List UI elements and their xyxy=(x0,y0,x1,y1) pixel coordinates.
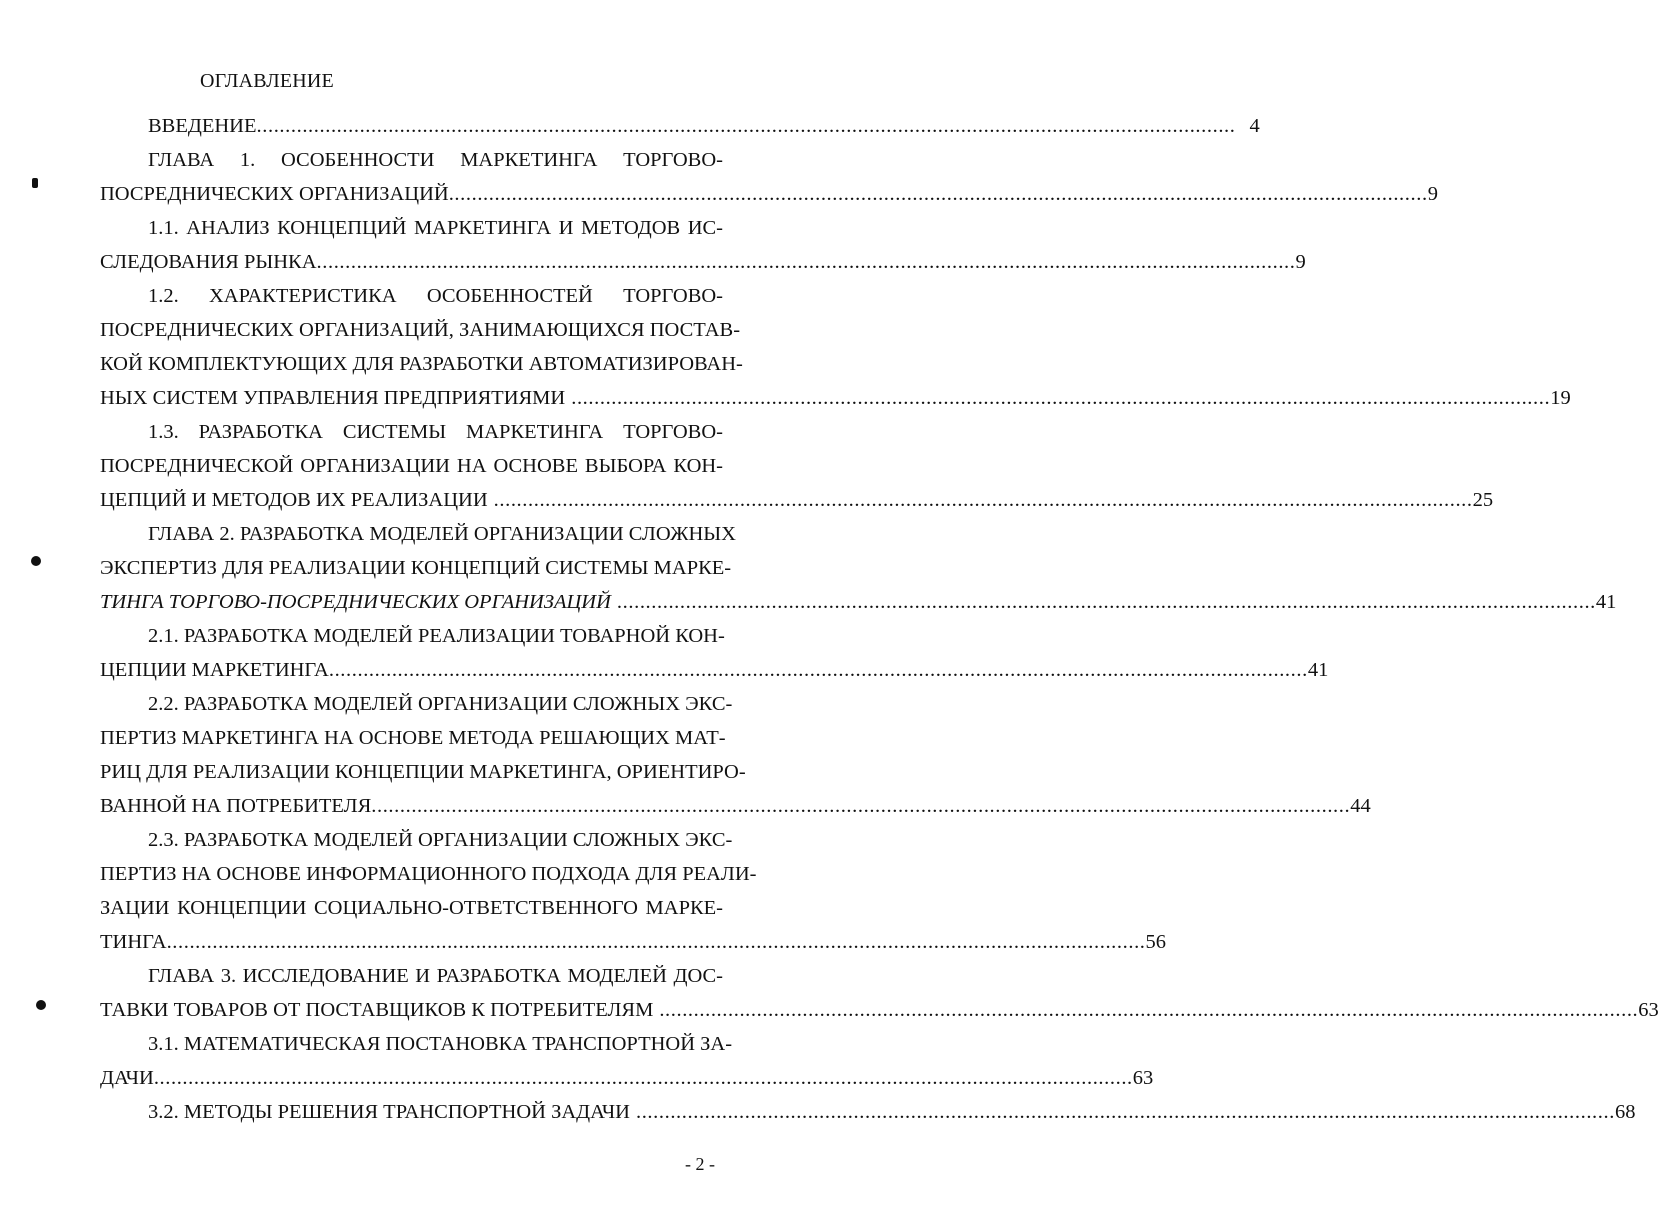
toc-entry-1-2-line4[interactable] xyxy=(100,386,1571,410)
toc-entry-text: СЛЕДОВАНИЯ РЫНКА xyxy=(100,251,317,273)
toc-page-number: 4 xyxy=(1249,115,1260,137)
toc-leader-dots: ........................................................................................................................................................................... xyxy=(635,1101,1615,1123)
toc-entry-1-2-line2[interactable]: ПОСРЕДНИЧЕСКИХ ОРГАНИЗАЦИЙ, ЗАНИМАЮЩИХСЯ ПОСТАВ- xyxy=(100,319,741,341)
page-number-footer: - 2 - xyxy=(685,1154,715,1174)
toc-page-number: 41 xyxy=(1595,591,1617,613)
toc-entry-2-3-line2[interactable]: ПЕРТИЗ НА ОСНОВЕ ИНФОРМАЦИОННОГО ПОДХОДА ДЛЯ РЕАЛИ- xyxy=(100,863,757,885)
toc-page-number: 56 xyxy=(1145,931,1167,953)
toc-entry-1-3-line3[interactable] xyxy=(100,488,1494,512)
binding-hole-mark xyxy=(36,1000,46,1010)
toc-entry-chapter1-line1[interactable]: ГЛАВА 1. ОСОБЕННОСТИ МАРКЕТИНГА ТОРГОВО- xyxy=(148,149,723,171)
toc-leader-dots: ........................................................................................................................................................................... xyxy=(166,931,1146,953)
toc-entry-1-1-line1[interactable]: 1.1. АНАЛИЗ КОНЦЕПЦИЙ МАРКЕТИНГА И МЕТОДОВ ИС- xyxy=(148,217,723,239)
toc-entry-2-3-line4[interactable] xyxy=(100,930,1167,954)
toc-entry-text: ТИНГА xyxy=(100,931,167,953)
toc-entry-text: ВАННОЙ НА ПОТРЕБИТЕЛЯ xyxy=(100,795,372,817)
toc-entry-2-2-line1[interactable]: 2.2. РАЗРАБОТКА МОДЕЛЕЙ ОРГАНИЗАЦИИ СЛОЖНЫХ ЭКС- xyxy=(148,693,733,715)
toc-entry-2-1-line1[interactable]: 2.1. РАЗРАБОТКА МОДЕЛЕЙ РЕАЛИЗАЦИИ ТОВАРНОЙ КОН- xyxy=(148,625,725,647)
toc-leader-dots: ........................................................................................................................................................................... xyxy=(256,115,1236,137)
toc-entry-3-1-line1[interactable]: 3.1. МАТЕМАТИЧЕСКАЯ ПОСТАНОВКА ТРАНСПОРТНОЙ ЗА- xyxy=(148,1033,733,1055)
toc-entry-text: НЫХ СИСТЕМ УПРАВЛЕНИЯ ПРЕДПРИЯТИЯМИ xyxy=(100,387,566,409)
toc-leader-dots: ........................................................................................................................................................................... xyxy=(659,999,1639,1021)
toc-page-number: 25 xyxy=(1472,489,1494,511)
toc-leader-dots: ........................................................................................................................................................................... xyxy=(371,795,1351,817)
toc-leader-dots: ........................................................................................................................................................................... xyxy=(571,387,1551,409)
toc-entry-chapter2-line1[interactable]: ГЛАВА 2. РАЗРАБОТКА МОДЕЛЕЙ ОРГАНИЗАЦИИ СЛОЖНЫХ xyxy=(148,523,736,545)
toc-entry-text: ТИНГА ТОРГОВО-ПОСРЕДНИЧЕСКИХ ОРГАНИЗАЦИЙ xyxy=(100,591,611,613)
toc-title: ОГЛАВЛЕНИЕ xyxy=(200,70,334,92)
toc-page-number: 41 xyxy=(1307,659,1329,681)
toc-entry-intro[interactable] xyxy=(148,114,1260,138)
toc-page-number: 9 xyxy=(1295,251,1306,273)
toc-entry-text: ДАЧИ xyxy=(100,1067,154,1089)
toc-entry-text: ЦЕПЦИИ МАРКЕТИНГА xyxy=(100,659,329,681)
toc-entry-text: ВВЕДЕНИЕ xyxy=(148,115,257,137)
toc-page-number: 44 xyxy=(1350,795,1371,817)
toc-entry-2-2-line3[interactable]: РИЦ ДЛЯ РЕАЛИЗАЦИИ КОНЦЕПЦИИ МАРКЕТИНГА, ОРИЕНТИРО- xyxy=(100,761,746,783)
toc-entry-chapter3-line1[interactable]: ГЛАВА 3. ИССЛЕДОВАНИЕ И РАЗРАБОТКА МОДЕЛЕЙ ДОС- xyxy=(148,965,723,987)
toc-entry-chapter1-line2[interactable] xyxy=(100,182,1438,206)
toc-entry-2-2-line4[interactable] xyxy=(100,794,1371,818)
binding-hole-mark xyxy=(31,556,41,566)
toc-entry-2-2-line2[interactable]: ПЕРТИЗ МАРКЕТИНГА НА ОСНОВЕ МЕТОДА РЕШАЮЩИХ МАТ- xyxy=(100,727,726,749)
toc-entry-text: ПОСРЕДНИЧЕСКИХ ОРГАНИЗАЦИЙ xyxy=(100,183,449,205)
toc-entry-1-3-line2[interactable]: ПОСРЕДНИЧЕСКОЙ ОРГАНИЗАЦИИ НА ОСНОВЕ ВЫБОРА КОН- xyxy=(100,455,723,477)
toc-page-number: 68 xyxy=(1614,1101,1636,1123)
toc-entry-text: 3.2. МЕТОДЫ РЕШЕНИЯ ТРАНСПОРТНОЙ ЗАДАЧИ xyxy=(148,1101,630,1123)
toc-entry-1-3-line1[interactable]: 1.3. РАЗРАБОТКА СИСТЕМЫ МАРКЕТИНГА ТОРГОВО- xyxy=(148,421,723,443)
toc-leader-dots: ........................................................................................................................................................................... xyxy=(493,489,1473,511)
toc-page-number: 9 xyxy=(1427,183,1438,205)
toc-entry-chapter2-line2[interactable]: ЭКСПЕРТИЗ ДЛЯ РЕАЛИЗАЦИИ КОНЦЕПЦИЙ СИСТЕМЫ МАРКЕ- xyxy=(100,557,732,579)
toc-entry-2-1-line2[interactable] xyxy=(100,658,1329,682)
toc-entry-text: ТАВКИ ТОВАРОВ ОТ ПОСТАВЩИКОВ К ПОТРЕБИТЕЛЯМ xyxy=(100,999,654,1021)
toc-entry-1-1-line2[interactable] xyxy=(100,250,1306,274)
toc-page-number: 63 xyxy=(1132,1067,1154,1089)
toc-entry-3-1-line2[interactable] xyxy=(100,1066,1154,1090)
toc-entry-3-2[interactable] xyxy=(148,1100,1636,1124)
toc-leader-dots: ........................................................................................................................................................................... xyxy=(448,183,1428,205)
toc-entry-text: ЦЕПЦИЙ И МЕТОДОВ ИХ РЕАЛИЗАЦИИ xyxy=(100,489,488,511)
toc-entry-1-2-line1[interactable]: 1.2. ХАРАКТЕРИСТИКА ОСОБЕННОСТЕЙ ТОРГОВО- xyxy=(148,285,723,307)
toc-entry-chapter3-line2[interactable] xyxy=(100,998,1659,1022)
binding-hole-mark xyxy=(32,178,38,188)
toc-leader-dots: ........................................................................................................................................................................... xyxy=(616,591,1596,613)
toc-leader-dots: ........................................................................................................................................................................... xyxy=(153,1067,1133,1089)
toc-leader-dots: ........................................................................................................................................................................... xyxy=(328,659,1308,681)
toc-page-number: 19 xyxy=(1550,387,1571,409)
toc-entry-2-3-line1[interactable]: 2.3. РАЗРАБОТКА МОДЕЛЕЙ ОРГАНИЗАЦИИ СЛОЖНЫХ ЭКС- xyxy=(148,829,733,851)
toc-entry-chapter2-line3[interactable] xyxy=(100,590,1617,614)
toc-page-number: 63 xyxy=(1638,999,1659,1021)
toc-entry-2-3-line3[interactable]: ЗАЦИИ КОНЦЕПЦИИ СОЦИАЛЬНО-ОТВЕТСТВЕННОГО МАРКЕ- xyxy=(100,897,723,919)
toc-entry-1-2-line3[interactable]: КОЙ КОМПЛЕКТУЮЩИХ ДЛЯ РАЗРАБОТКИ АВТОМАТИЗИРОВАН- xyxy=(100,353,743,375)
toc-leader-dots: ........................................................................................................................................................................... xyxy=(316,251,1296,273)
